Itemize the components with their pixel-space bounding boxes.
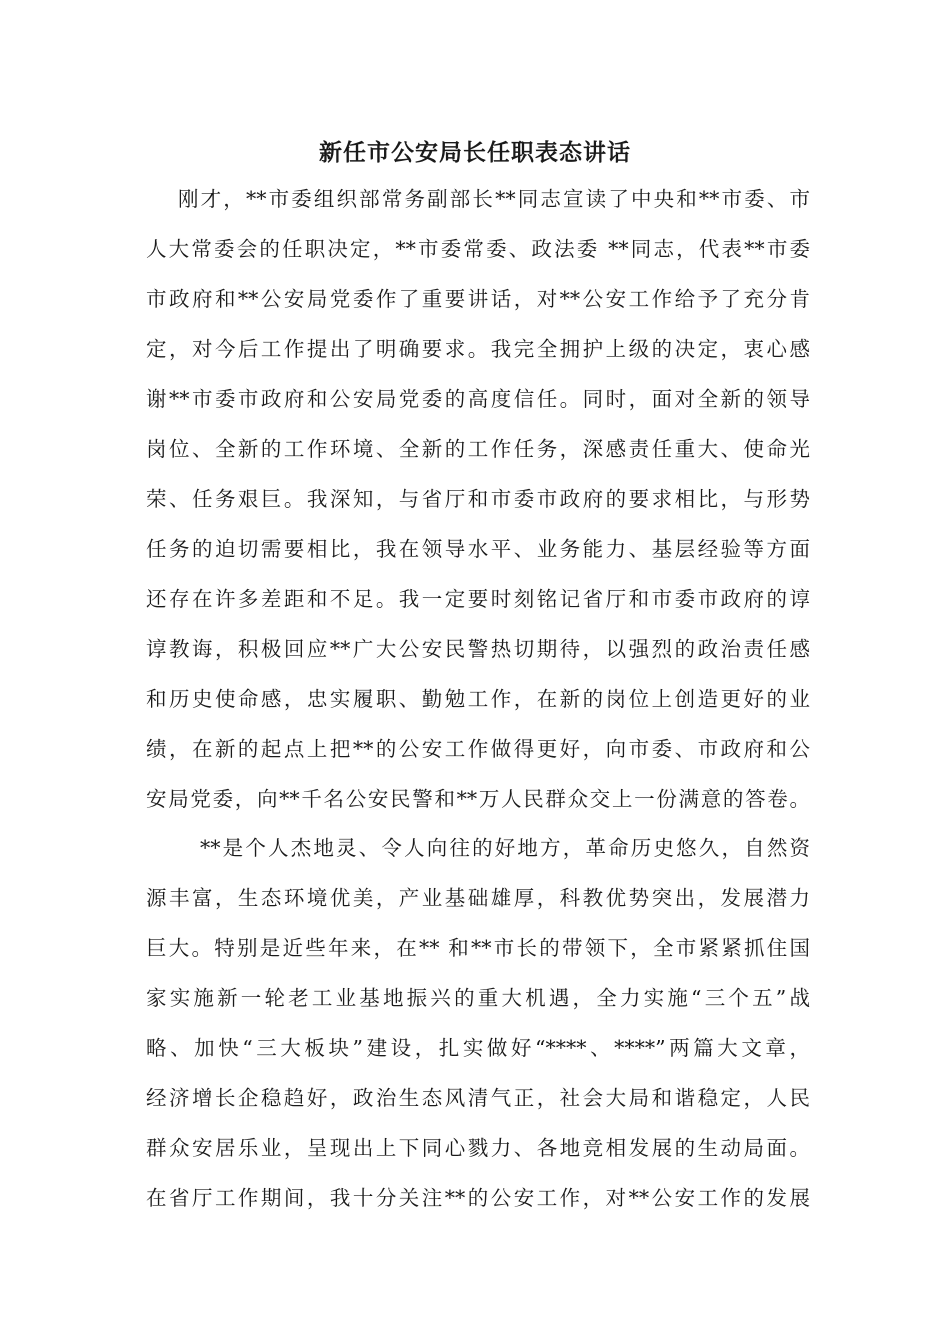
paragraph-1-line-4: 定，对今后工作提出了明确要求。我完全拥护上级的决定，衷心感 (146, 337, 810, 361)
paragraph-1-line-5: 谢**市委市政府和公安局党委的高度信任。同时，面对全新的领导 (146, 387, 810, 411)
paragraph-1-line-12: 绩，在新的起点上把**的公安工作做得更好，向市委、市政府和公 (146, 737, 810, 761)
paragraph-1-line-9: 还存在许多差距和不足。我一定要时刻铭记省厅和市委市政府的谆 (146, 587, 810, 611)
paragraph-2-line-6: 经济增长企稳趋好，政治生态风清气正，社会大局和谐稳定，人民 (146, 1086, 810, 1110)
paragraph-1-line-3: 市政府和**公安局党委作了重要讲话，对**公安工作给予了充分肯 (146, 287, 810, 311)
paragraph-1-line-7: 荣、任务艰巨。我深知，与省厅和市委市政府的要求相比，与形势 (146, 487, 810, 511)
paragraph-1-line-11: 和历史使命感，忠实履职、勤勉工作，在新的岗位上创造更好的业 (146, 687, 810, 711)
paragraph-1-line-8: 任务的迫切需要相比，我在领导水平、业务能力、基层经验等方面 (146, 537, 810, 561)
paragraph-2-line-8: 在省厅工作期间，我十分关注**的公安工作，对**公安工作的发展 (146, 1186, 810, 1210)
paragraph-1-line-1: 刚才，**市委组织部常务副部长**同志宣读了中央和**市委、市 (178, 187, 810, 211)
paragraph-1-line-6: 岗位、全新的工作环境、全新的工作任务，深感责任重大、使命光 (146, 437, 810, 461)
paragraph-2-line-4: 家实施新一轮老工业基地振兴的重大机遇，全力实施“三个五”战 (146, 986, 810, 1010)
document-title: 新任市公安局长任职表态讲话 (319, 139, 631, 166)
paragraph-2-line-2: 源丰富，生态环境优美，产业基础雄厚，科教优势突出，发展潜力 (146, 886, 810, 910)
paragraph-1-line-2: 人大常委会的任职决定，**市委常委、政法委 **同志，代表**市委 (146, 237, 810, 261)
paragraph-2-line-3: 巨大。特别是近些年来，在** 和**市长的带领下，全市紧紧抓住国 (146, 936, 810, 960)
paragraph-2-line-1: **是个人杰地灵、令人向往的好地方，革命历史悠久，自然资 (200, 836, 810, 860)
paragraph-2-line-7: 群众安居乐业，呈现出上下同心戮力、各地竞相发展的生动局面。 (146, 1136, 810, 1160)
paragraph-1-line-13: 安局党委，向**千名公安民警和**万人民群众交上一份满意的答卷。 (146, 787, 810, 811)
paragraph-1-line-10: 谆教诲，积极回应**广大公安民警热切期待，以强烈的政治责任感 (146, 637, 810, 661)
paragraph-2-line-5: 略、加快“三大板块”建设，扎实做好“****、****”两篇大文章， (146, 1036, 810, 1060)
